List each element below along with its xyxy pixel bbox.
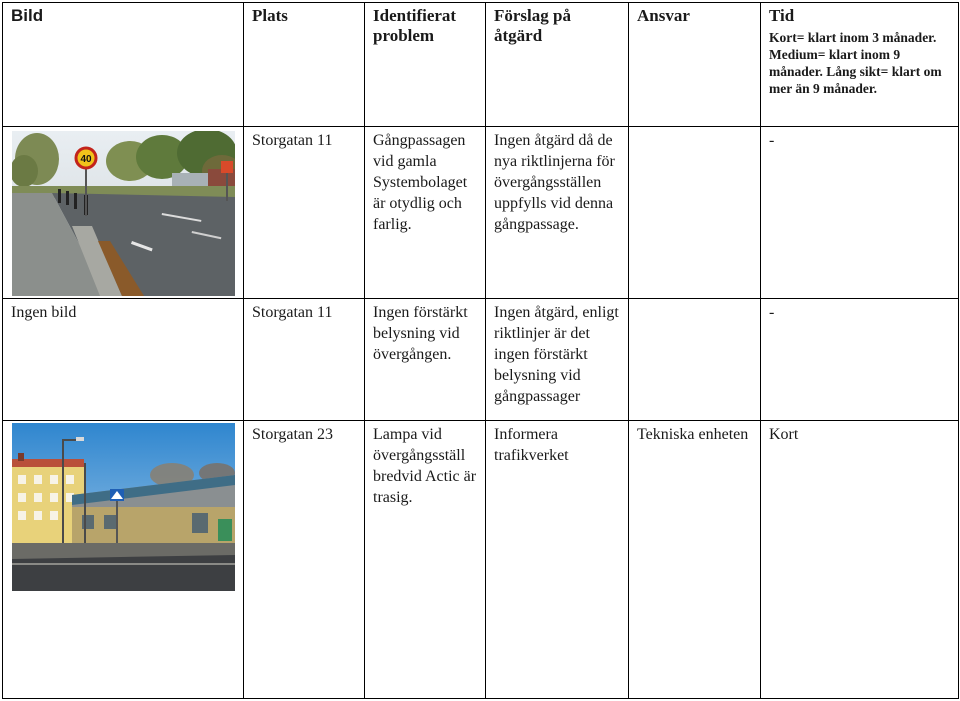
cell-problem: Lampa vid övergångsställ bredvid Actic är trasig. [365, 421, 486, 699]
table-row [3, 421, 959, 699]
photo-storgatan-23 [12, 423, 235, 591]
cell-bild [3, 127, 244, 299]
header-ansvar: Ansvar [629, 3, 761, 127]
action-plan-table [2, 2, 959, 699]
cell-ansvar: Tekniska enheten [629, 421, 761, 699]
cell-plats: Storgatan 23 [244, 421, 365, 699]
header-tid-note: Kort= klart inom 3 månader. Medium= klart inom 9 månader. Lång sikt= klart om mer än 9 månader. [769, 30, 942, 96]
header-plats: Plats [244, 3, 365, 127]
cell-bild [3, 421, 244, 699]
cell-tid: Kort [761, 421, 959, 699]
cell-ansvar [629, 127, 761, 299]
cell-ansvar [629, 299, 761, 421]
header-tid-label: Tid [769, 6, 795, 25]
cell-forslag: Ingen åtgärd då de nya riktlinjerna för övergångsställen uppfylls vid denna gångpassage. [486, 127, 629, 299]
cell-forslag: Informera trafikverket [486, 421, 629, 699]
cell-plats: Storgatan 11 [244, 127, 365, 299]
header-bild: Bild [3, 3, 244, 127]
cell-forslag: Ingen åtgärd, enligt riktlinjer är det ingen förstärkt belysning vid gångpassager [486, 299, 629, 421]
cell-tid: - [761, 127, 959, 299]
cell-problem: Ingen förstärkt belysning vid övergången. [365, 299, 486, 421]
table-row [3, 127, 959, 299]
header-problem: Identifierat problem [365, 3, 486, 127]
cell-problem: Gångpassagen vid gamla Systembolaget är otydlig och farlig. [365, 127, 486, 299]
cell-tid: - [761, 299, 959, 421]
photo-storgatan-11 [12, 131, 235, 296]
table-header-row [3, 3, 959, 127]
header-forslag: Förslag på åtgärd [486, 3, 629, 127]
table-row [3, 299, 959, 421]
cell-bild: Ingen bild [3, 299, 244, 421]
street-photo-image [12, 131, 235, 296]
speed-sign-text: 40 [80, 154, 92, 165]
street-photo-image [12, 423, 235, 591]
cell-plats: Storgatan 11 [244, 299, 365, 421]
header-tid [761, 3, 959, 127]
